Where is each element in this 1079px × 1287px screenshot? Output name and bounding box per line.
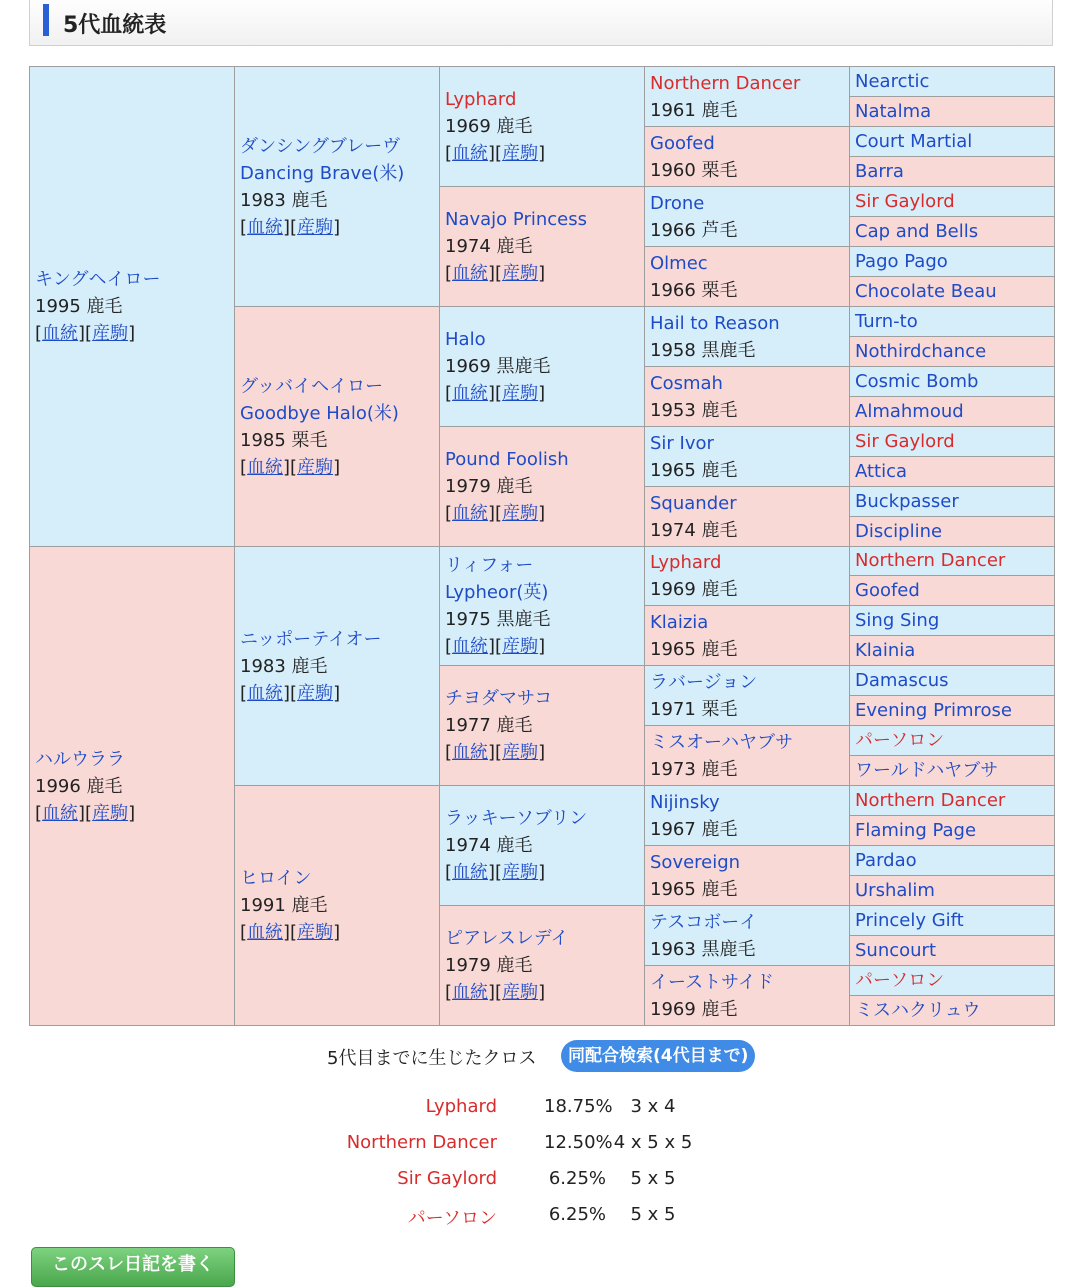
pedigree-link[interactable]: 血統 — [452, 503, 489, 524]
progeny-link[interactable]: 産駒 — [502, 383, 539, 404]
horse-name-link[interactable]: ピアレスレデイ — [445, 928, 569, 949]
progeny-link[interactable]: 産駒 — [297, 216, 334, 238]
horse-links: [血統][産駒] — [240, 922, 341, 943]
horse-birth-color: 1996 鹿毛 — [35, 775, 123, 797]
pedigree-cell-gen5 — [849, 635, 1055, 666]
pedigree-link[interactable]: 血統 — [452, 982, 489, 1003]
horse-name-link[interactable]: Barra — [855, 160, 904, 182]
cross-horse-name[interactable]: Lyphard — [425, 1096, 497, 1117]
cross-heading: 5代目までに生じたクロス — [327, 1048, 537, 1069]
horse-birth-color: 1958 黒鹿毛 — [650, 339, 756, 361]
pedigree-cell-gen5 — [849, 156, 1055, 187]
page-title: 5代血統表 — [63, 13, 167, 38]
horse-links: [血統][産駒] — [445, 862, 546, 883]
horse-name-link[interactable]: Drone — [650, 192, 705, 214]
progeny-link[interactable]: 産駒 — [502, 503, 539, 524]
horse-name-link[interactable]: Lyphard — [445, 89, 517, 110]
pedigree-cell-gen5 — [849, 995, 1055, 1026]
pedigree-cell-gen5 — [849, 456, 1055, 487]
pedigree-link[interactable]: 血統 — [452, 263, 489, 284]
progeny-link[interactable]: 産駒 — [502, 742, 539, 763]
cross-horse-name[interactable]: Northern Dancer — [346, 1132, 497, 1153]
horse-birth-color: 1969 鹿毛 — [650, 579, 738, 600]
section-heading — [29, 0, 1053, 46]
cross-percentage: 12.50% — [544, 1132, 613, 1153]
horse-name-link[interactable]: Attica — [855, 460, 908, 482]
horse-name-link[interactable]: Halo — [445, 329, 486, 350]
pedigree-link[interactable]: 血統 — [247, 682, 284, 704]
horse-links: [血統][産駒] — [240, 682, 341, 704]
pedigree-cell-gen2 — [234, 306, 440, 547]
horse-birth-color: 1979 鹿毛 — [445, 955, 533, 976]
horse-name-link[interactable]: Sing Sing — [855, 609, 940, 631]
horse-links: [血統][産駒] — [445, 742, 546, 763]
horse-name-link[interactable]: Squander — [650, 492, 737, 514]
horse-name-link[interactable]: Cosmic Bomb — [855, 370, 979, 392]
pedigree-cell-gen4 — [644, 366, 850, 427]
horse-name-link[interactable]: Chocolate Beau — [855, 280, 997, 302]
cross-row — [0, 1168, 1079, 1198]
horse-name-link[interactable]: Klainia — [855, 639, 916, 661]
horse-name-link[interactable]: Sir Gaylord — [855, 190, 955, 212]
horse-name-en-link[interactable]: Goodbye Halo(米) — [240, 402, 399, 424]
horse-name-link[interactable]: Goofed — [855, 579, 920, 601]
horse-birth-color: 1966 栗毛 — [650, 279, 738, 301]
pedigree-link[interactable]: 血統 — [452, 636, 489, 657]
horse-links: [血統][産駒] — [445, 263, 546, 284]
pedigree-cell-gen5 — [849, 546, 1055, 576]
cross-generations: 4 x 5 x 5 — [613, 1132, 693, 1153]
cross-percentage: 18.75% — [544, 1096, 613, 1117]
horse-name-link[interactable]: Sir Gaylord — [855, 430, 955, 452]
horse-name-link[interactable]: キングヘイロー — [35, 269, 161, 290]
progeny-link[interactable]: 産駒 — [502, 143, 539, 164]
horse-name-link[interactable]: イーストサイド — [650, 971, 774, 993]
write-diary-button[interactable]: このスレ日記を書く — [31, 1247, 235, 1287]
horse-birth-color: 1971 栗毛 — [650, 698, 738, 720]
horse-name-link[interactable]: Urshalim — [855, 879, 935, 901]
pedigree-cell-gen4 — [644, 126, 850, 187]
pedigree-cell-gen5 — [849, 575, 1055, 606]
horse-birth-color: 1974 鹿毛 — [445, 236, 533, 257]
pedigree-cell-gen4 — [644, 965, 850, 1026]
pedigree-cell-gen5 — [849, 276, 1055, 307]
pedigree-link[interactable]: 血統 — [42, 802, 79, 824]
pedigree-cell-gen2 — [234, 66, 440, 307]
cross-row — [0, 1204, 1079, 1234]
pedigree-table — [29, 66, 1055, 1025]
pedigree-cell-gen3 — [439, 905, 645, 1026]
horse-birth-color: 1963 黒鹿毛 — [650, 938, 756, 960]
horse-name-link[interactable]: Nijinsky — [650, 791, 720, 813]
horse-links: [血統][産駒] — [240, 216, 341, 238]
horse-name-link[interactable]: Pound Foolish — [445, 449, 569, 470]
pedigree-cell-gen5 — [849, 605, 1055, 636]
pedigree-cell-gen5 — [849, 66, 1055, 97]
pedigree-cell-gen5 — [849, 755, 1055, 786]
horse-birth-color: 1974 鹿毛 — [650, 519, 738, 541]
horse-birth-color: 1995 鹿毛 — [35, 296, 123, 317]
pedigree-cell-gen4 — [644, 186, 850, 247]
pedigree-cell-gen3 — [439, 306, 645, 427]
horse-name-link[interactable]: ハルウララ — [35, 748, 125, 770]
pedigree-cell-gen5 — [849, 815, 1055, 846]
pedigree-cell-gen5 — [849, 126, 1055, 157]
pedigree-cell-gen5 — [849, 426, 1055, 457]
horse-name-link[interactable]: テスコボーイ — [650, 911, 758, 933]
horse-links: [血統][産駒] — [240, 456, 341, 478]
horse-birth-color: 1974 鹿毛 — [445, 835, 533, 856]
pedigree-link[interactable]: 血統 — [247, 922, 284, 943]
progeny-link[interactable]: 産駒 — [297, 682, 334, 704]
pedigree-link[interactable]: 血統 — [247, 216, 284, 238]
horse-birth-color: 1983 鹿毛 — [240, 655, 328, 677]
pedigree-cell-gen1 — [29, 546, 235, 1026]
horse-birth-color: 1961 鹿毛 — [650, 99, 738, 121]
progeny-link[interactable]: 産駒 — [92, 323, 129, 344]
horse-birth-color: 1969 黒鹿毛 — [445, 356, 551, 377]
horse-name-link[interactable]: Lyphard — [650, 552, 722, 573]
pedigree-cell-gen5 — [849, 336, 1055, 367]
pedigree-cell-gen5 — [849, 396, 1055, 427]
pedigree-cell-gen5 — [849, 665, 1055, 696]
horse-name-link[interactable]: Hail to Reason — [650, 312, 780, 334]
pedigree-cell-gen4 — [644, 665, 850, 726]
horse-birth-color: 1960 栗毛 — [650, 159, 738, 181]
pedigree-cell-gen5 — [849, 96, 1055, 127]
pedigree-cell-gen5 — [849, 516, 1055, 547]
horse-birth-color: 1977 鹿毛 — [445, 715, 533, 736]
cross-horse-name[interactable]: Sir Gaylord — [397, 1168, 497, 1189]
progeny-link[interactable]: 産駒 — [502, 982, 539, 1003]
pedigree-cell-gen5 — [849, 366, 1055, 397]
horse-links: [血統][産駒] — [445, 636, 546, 657]
horse-birth-color: 1969 鹿毛 — [445, 116, 533, 137]
pedigree-link[interactable]: 血統 — [42, 323, 79, 344]
progeny-link[interactable]: 産駒 — [502, 263, 539, 284]
cross-percentage: 6.25% — [548, 1204, 606, 1225]
horse-name-link[interactable]: Suncourt — [855, 939, 937, 961]
pedigree-cell-gen3 — [439, 426, 645, 547]
horse-name-link[interactable]: ミスオーハヤブサ — [650, 731, 794, 753]
pedigree-cell-gen5 — [849, 845, 1055, 876]
pedigree-cell-gen2 — [234, 785, 440, 1026]
pedigree-cell-gen5 — [849, 725, 1055, 756]
horse-name-link[interactable]: Nearctic — [855, 70, 930, 92]
horse-name-link[interactable]: チヨダマサコ — [445, 688, 553, 709]
horse-name-link[interactable]: ミスハクリュウ — [855, 999, 981, 1021]
pedigree-link[interactable]: 血統 — [452, 742, 489, 763]
horse-name-link[interactable]: Buckpasser — [855, 490, 959, 512]
horse-name-link[interactable]: ラバージョン — [650, 671, 758, 693]
horse-name-link[interactable]: ヒロイン — [240, 868, 312, 889]
horse-name-link[interactable]: リィフォー — [445, 555, 534, 576]
horse-name-en-link[interactable]: Lypheor(英) — [445, 582, 549, 603]
horse-name-link[interactable]: Damascus — [855, 669, 949, 691]
horse-birth-color: 1967 鹿毛 — [650, 818, 738, 840]
pedigree-cell-gen3 — [439, 186, 645, 307]
progeny-link[interactable]: 産駒 — [92, 802, 129, 824]
pedigree-cell-gen5 — [849, 216, 1055, 247]
horse-name-link[interactable]: Sovereign — [650, 851, 741, 873]
horse-name-link[interactable]: Natalma — [855, 100, 932, 122]
pedigree-cell-gen4 — [644, 725, 850, 786]
horse-name-link[interactable]: Navajo Princess — [445, 209, 587, 230]
pedigree-cell-gen4 — [644, 905, 850, 966]
pedigree-cell-gen4 — [644, 546, 850, 606]
horse-name-link[interactable]: Pago Pago — [855, 250, 948, 272]
horse-birth-color: 1973 鹿毛 — [650, 758, 738, 780]
horse-birth-color: 1953 鹿毛 — [650, 399, 738, 421]
pedigree-cell-gen5 — [849, 486, 1055, 517]
same-cross-search-button[interactable]: 同配合検索(4代目まで) — [561, 1040, 755, 1072]
horse-name-link[interactable]: Goofed — [650, 132, 715, 154]
horse-name-link[interactable]: Northern Dancer — [855, 789, 1006, 811]
pedigree-cell-gen5 — [849, 186, 1055, 217]
horse-birth-color: 1975 黒鹿毛 — [445, 609, 551, 630]
horse-name-link[interactable]: Almahmoud — [855, 400, 964, 422]
cross-row — [0, 1132, 1079, 1162]
pedigree-cell-gen4 — [644, 306, 850, 367]
horse-birth-color: 1966 芦毛 — [650, 219, 738, 241]
pedigree-cell-gen3 — [439, 546, 645, 666]
cross-percentage: 6.25% — [548, 1168, 606, 1189]
horse-name-link[interactable]: ワールドハヤブサ — [855, 759, 999, 781]
horse-name-link[interactable]: Flaming Page — [855, 819, 977, 841]
horse-birth-color: 1991 鹿毛 — [240, 895, 328, 916]
pedigree-cell-gen5 — [849, 875, 1055, 906]
horse-name-link[interactable]: ニッポーテイオー — [240, 628, 382, 650]
horse-birth-color: 1965 鹿毛 — [650, 459, 738, 481]
horse-birth-color: 1983 鹿毛 — [240, 189, 328, 211]
pedigree-cell-gen4 — [644, 486, 850, 547]
progeny-link[interactable]: 産駒 — [502, 862, 539, 883]
horse-name-link[interactable]: Northern Dancer — [855, 550, 1006, 571]
cross-horse-name[interactable]: パーソロン — [407, 1208, 497, 1229]
progeny-link[interactable]: 産駒 — [297, 456, 334, 478]
horse-name-link[interactable]: Cap and Bells — [855, 220, 979, 242]
horse-links: [血統][産駒] — [445, 503, 546, 524]
horse-name-link[interactable]: ダンシングブレーヴ — [240, 135, 401, 157]
progeny-link[interactable]: 産駒 — [297, 922, 334, 943]
horse-birth-color: 1969 鹿毛 — [650, 998, 738, 1020]
horse-birth-color: 1965 鹿毛 — [650, 878, 738, 900]
horse-links: [血統][産駒] — [35, 802, 136, 824]
horse-name-link[interactable]: Turn-to — [855, 310, 918, 332]
pedigree-cell-gen4 — [644, 785, 850, 846]
pedigree-cell-gen4 — [644, 426, 850, 487]
pedigree-cell-gen1 — [29, 66, 235, 547]
pedigree-cell-gen3 — [439, 66, 645, 187]
pedigree-cell-gen4 — [644, 246, 850, 307]
horse-links: [血統][産駒] — [445, 982, 546, 1003]
horse-links: [血統][産駒] — [445, 143, 546, 164]
pedigree-cell-gen3 — [439, 785, 645, 906]
horse-name-link[interactable]: Sir Ivor — [650, 432, 714, 454]
horse-name-link[interactable]: Court Martial — [855, 130, 973, 152]
horse-links: [血統][産駒] — [445, 383, 546, 404]
pedigree-cell-gen5 — [849, 785, 1055, 816]
heading-accent-bar — [43, 4, 49, 36]
pedigree-cell-gen4 — [644, 66, 850, 127]
pedigree-cell-gen3 — [439, 665, 645, 786]
horse-name-link[interactable]: Northern Dancer — [650, 72, 801, 94]
pedigree-link[interactable]: 血統 — [247, 456, 284, 478]
horse-name-link[interactable]: グッバイヘイロー — [240, 375, 384, 397]
pedigree-cell-gen5 — [849, 246, 1055, 277]
cross-row — [0, 1096, 1079, 1126]
horse-name-link[interactable]: Cosmah — [650, 372, 723, 394]
horse-name-link[interactable]: Nothirdchance — [855, 340, 987, 362]
cross-generations: 3 x 4 — [630, 1096, 676, 1117]
horse-links: [血統][産駒] — [35, 323, 136, 344]
horse-birth-color: 1985 栗毛 — [240, 429, 328, 451]
progeny-link[interactable]: 産駒 — [502, 636, 539, 657]
horse-name-link[interactable]: Evening Primrose — [855, 699, 1013, 721]
horse-birth-color: 1965 鹿毛 — [650, 638, 738, 660]
horse-name-link[interactable]: ラッキーソブリン — [445, 808, 588, 829]
horse-name-link[interactable]: Olmec — [650, 252, 708, 274]
pedigree-cell-gen5 — [849, 306, 1055, 337]
pedigree-cell-gen2 — [234, 546, 440, 786]
horse-name-link[interactable]: Pardao — [855, 849, 917, 871]
horse-birth-color: 1979 鹿毛 — [445, 476, 533, 497]
pedigree-cell-gen5 — [849, 965, 1055, 996]
pedigree-link[interactable]: 血統 — [452, 383, 489, 404]
pedigree-link[interactable]: 血統 — [452, 862, 489, 883]
horse-name-link[interactable]: Princely Gift — [855, 909, 964, 931]
horse-name-link[interactable]: パーソロン — [855, 729, 945, 751]
pedigree-cell-gen5 — [849, 695, 1055, 726]
pedigree-cell-gen5 — [849, 935, 1055, 966]
pedigree-cell-gen4 — [644, 605, 850, 666]
horse-name-link[interactable]: パーソロン — [855, 969, 945, 991]
cross-generations: 5 x 5 — [630, 1204, 676, 1225]
cross-generations: 5 x 5 — [630, 1168, 676, 1189]
pedigree-link[interactable]: 血統 — [452, 143, 489, 164]
horse-name-en-link[interactable]: Dancing Brave(米) — [240, 162, 405, 184]
horse-name-link[interactable]: Discipline — [855, 520, 943, 542]
pedigree-cell-gen5 — [849, 905, 1055, 936]
horse-name-link[interactable]: Klaizia — [650, 611, 709, 633]
pedigree-cell-gen4 — [644, 845, 850, 906]
